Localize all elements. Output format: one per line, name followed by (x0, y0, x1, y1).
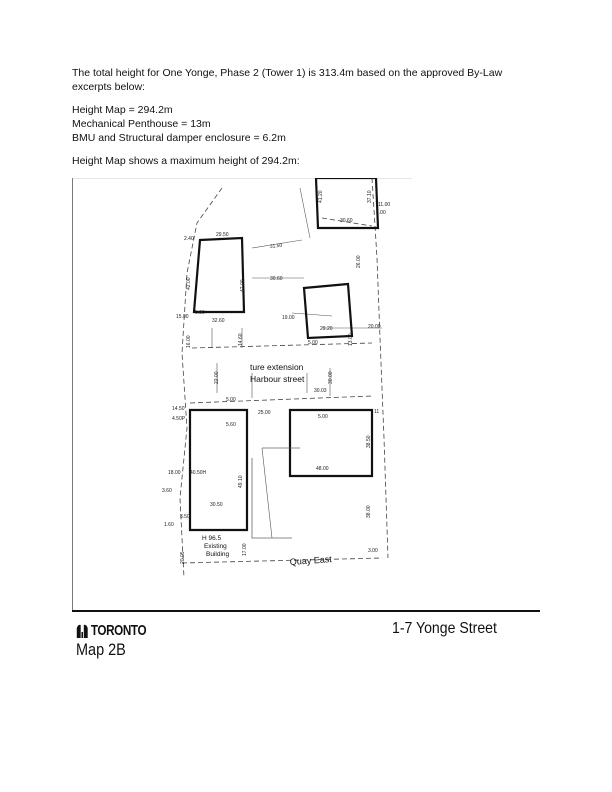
dim-label: 25.00 (258, 410, 271, 416)
dim-label: 20.00 (368, 324, 381, 330)
max-height-note: Height Map shows a maximum height of 294.2m: (72, 155, 300, 167)
dim-label: 14.60 (238, 333, 244, 346)
dim-label: 16.00 (186, 335, 192, 348)
dim-label: 37.10 (367, 190, 373, 203)
existing-building-height: H 96.5 (202, 535, 222, 542)
site-plan-svg (72, 178, 540, 610)
dim-label: 30.60 (340, 218, 353, 224)
height-map-drawing (72, 178, 540, 612)
dim-label: 8.00 (376, 210, 386, 216)
map-address: 1-7 Yonge Street (392, 620, 497, 637)
intro-text (72, 66, 542, 168)
dim-label: 30.00 (328, 371, 334, 384)
building-outlines (190, 178, 378, 530)
dim-label: 11.00 (378, 202, 391, 208)
building-tower-1 (194, 238, 244, 312)
dim-label: 18.00 (168, 470, 181, 476)
dim-label: 2.40 (184, 236, 194, 242)
dim-label: 20.05 (180, 551, 186, 564)
dim-label: 29.50 (216, 232, 229, 238)
dim-label: 40.50H (190, 470, 207, 476)
bmu-line: BMU and Structural damper enclosure = 6.2m (72, 132, 286, 144)
toronto-logo-text: TORONTO (90, 622, 147, 639)
dim-label: 38.50 (366, 435, 372, 448)
dim-label: 31.50 (269, 242, 283, 250)
toronto-logo (76, 622, 146, 639)
dim-label: 32.60 (212, 318, 225, 324)
dim-label: 29.20 (320, 326, 333, 332)
dim-label: 5.60 (226, 422, 236, 428)
height-map-line: Height Map = 294.2m (72, 104, 173, 116)
dim-label: 30.50 (210, 502, 223, 508)
dim-label: 30.60 (270, 276, 283, 282)
toronto-city-hall-icon (76, 623, 88, 639)
dim-label: 30.03 (314, 388, 327, 394)
dim-label: 41.20 (318, 190, 324, 203)
dim-label: 48.00 (316, 466, 329, 472)
dim-label: 13.00 (348, 333, 354, 346)
map-title: Map 2B (76, 640, 126, 659)
street-label-extension: ture extension (250, 362, 304, 372)
dim-label: 3.50 (180, 514, 190, 520)
dim-label: 3.60 (162, 488, 172, 494)
dim-label: 38.00 (366, 505, 372, 518)
dim-label: 4.50P (172, 416, 186, 422)
dim-label: 19.00 (282, 315, 295, 321)
dim-label: 5.00 (226, 397, 236, 403)
dim-label: 22.00 (214, 371, 220, 384)
street-label-harbour: Harbour street (250, 374, 305, 384)
building-block-east (290, 410, 372, 476)
dim-label: 5.00 (195, 310, 205, 316)
intro-line: The total height for One Yonge, Phase 2 (Tower 1) is 313.4m based on the approved By-Law excerpts below: (72, 67, 503, 93)
dim-label: 1.60 (164, 522, 174, 528)
dim-label: 17.00 (242, 543, 248, 556)
dim-label: 11 (374, 409, 380, 415)
existing-building-outlines (252, 448, 300, 538)
dim-label: 47.00 (240, 279, 246, 292)
dim-label: 3.00 (368, 548, 378, 554)
dim-label: 5.00 (318, 414, 328, 420)
dim-label: 26.00 (356, 255, 362, 268)
street-label-quay-east: Quay East (289, 554, 333, 567)
dim-label: 15.00 (176, 314, 189, 320)
dim-label: 42.00 (186, 277, 192, 290)
mechanical-penthouse-line: Mechanical Penthouse = 13m (72, 118, 211, 130)
existing-building-label-1: Existing (204, 543, 227, 550)
existing-building-label-2: Building (206, 551, 230, 558)
dim-label: 14.50 (172, 406, 185, 412)
dim-label: 5.00 (308, 340, 318, 346)
dim-label: 49.10 (238, 475, 244, 488)
